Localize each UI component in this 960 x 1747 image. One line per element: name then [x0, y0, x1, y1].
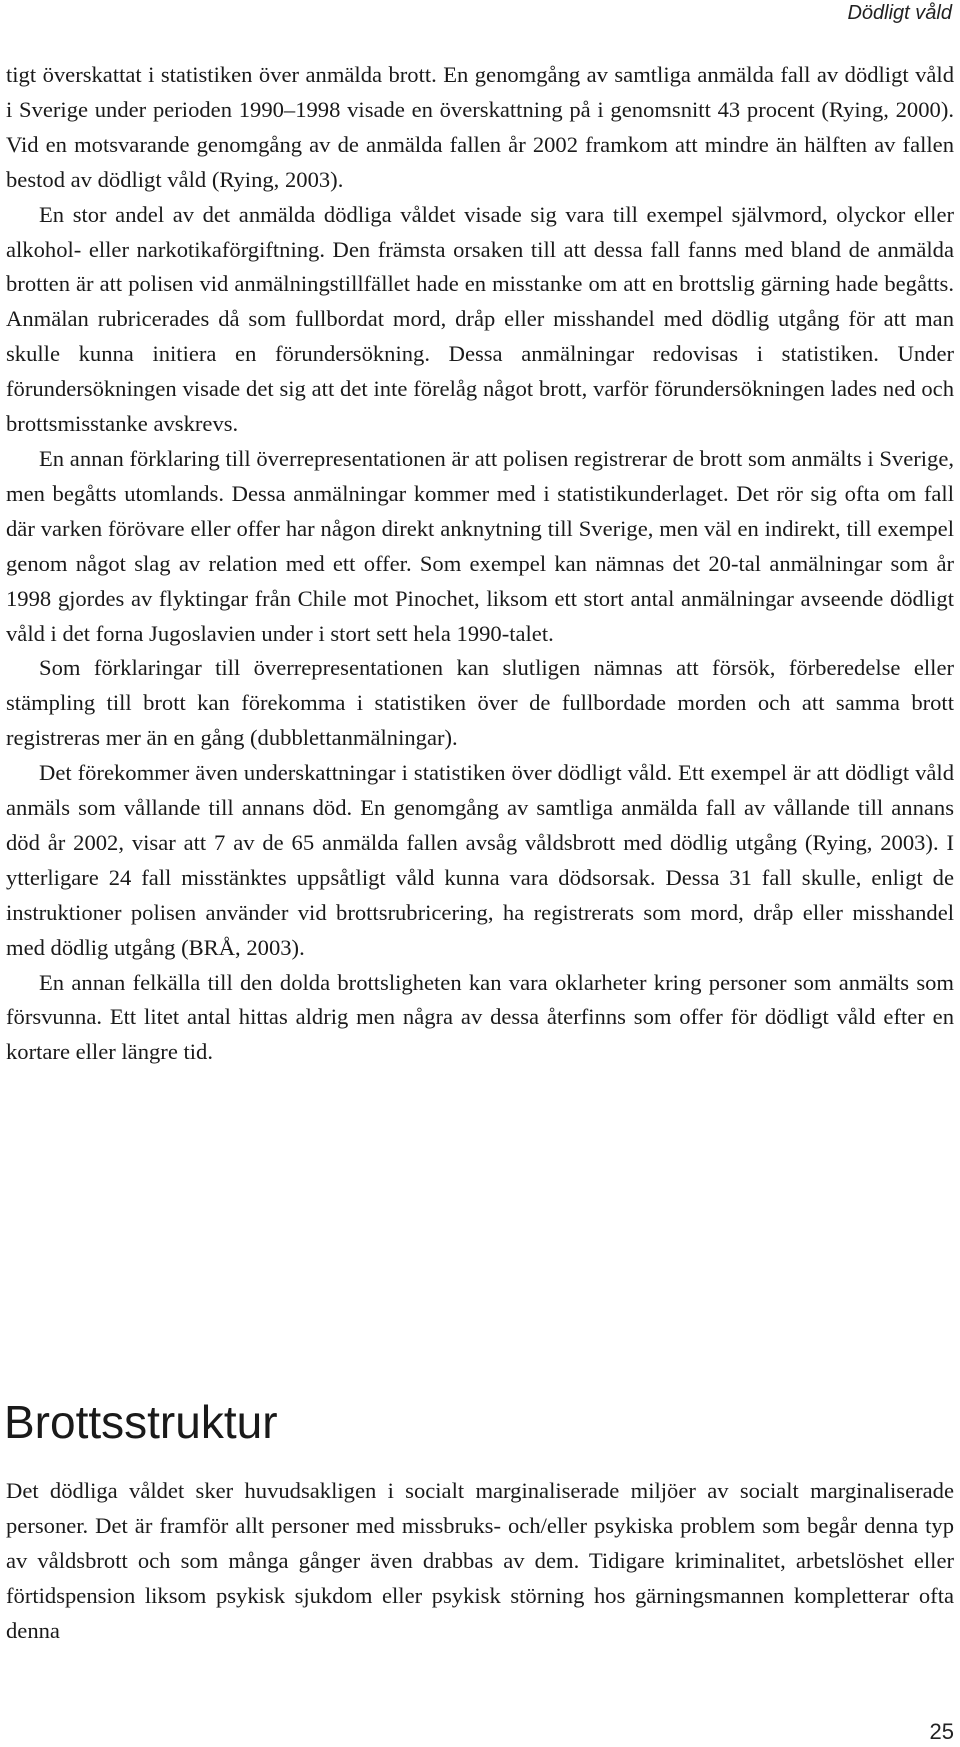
- paragraph: Som förklaringar till överrepresentationen kan slutligen nämnas att försök, förberedelse eller stämpling till brott kan förekomma i statistiken över de fullbordade morden och att samma brott registreras mer än en gång (dubblettanmälningar).: [6, 655, 954, 751]
- paragraph: En stor andel av det anmälda dödliga våldet visade sig vara till exempel självmord, olyckor eller alkohol- eller narkotikaförgiftning. Den främsta orsaken till att dessa fall fanns med bland de anmälda brotten är att polisen vid anmälningstillfället hade en misstanke om att en brottslig gärning hade begåtts. Anmälan rubricerades då som fullbordat mord, dråp eller misshandel med dödlig utgång för att man skulle kunna initiera en förundersökning. Dessa anmälningar redovisas i statistiken. Under förundersökningen visade det sig att det inte förelåg något brott, varför förundersökningen lades ned och brottsmisstanke avskrevs.: [6, 201, 954, 437]
- page-number: 25: [929, 1719, 954, 1744]
- paragraph: En annan förklaring till överrepresentationen är att polisen registrerar de brott som anmälts i Sverige, men begåtts utomlands. Dessa anmälningar kommer med i statistikunderlaget. Det rör sig ofta om fall där varken förövare eller offer har någon direkt anknytning till Sverige, men väl en indirekt, till exempel genom något slag av relation med ett offer. Som exempel kan nämnas det 20-tal anmälningar som år 1998 gjordes av flyktingar från Chile mot Pinochet, liksom ett stort antal anmälningar avseende dödligt våld i det forna Jugoslavien under i stort sett hela 1990-talet.: [6, 445, 954, 646]
- paragraph: Det förekommer även underskattningar i statistiken över dödligt våld. Ett exempel är att dödligt våld anmäls som vållande till annans död. En genomgång av samtliga anmälda fall av vållande till annans död år 2002, visar att 7 av de 65 anmälda fallen avsåg våldsbrott med dödlig utgång (Rying, 2003). I ytterligare 24 fall misstänktes uppsåtligt våld kunna vara dödsorsak. Dessa 31 fall skulle, enligt de instruktioner polisen använder vid brottsrubricering, ha registrerats som mord, dråp eller misshandel med dödlig utgång (BRÅ, 2003).: [6, 760, 954, 960]
- body-text: [6, 58, 954, 1070]
- section-body-text: [6, 1474, 954, 1649]
- paragraph: tigt överskattat i statistiken över anmälda brott. En genomgång av samtliga anmälda fall av dödligt våld i Sverige under perioden 1990–1998 visade en överskattning på i genomsnitt 43 procent (Rying, 2000). Vid en motsvarande genomgång av de anmälda fallen år 2002 framkom att mindre än hälften av fallen bestod av dödligt våld (Rying, 2003).: [6, 62, 954, 192]
- section-heading: Brottsstruktur: [4, 1396, 278, 1448]
- paragraph: En annan felkälla till den dolda brottsligheten kan vara oklarheter kring personer som anmälts som försvunna. Ett litet antal hittas aldrig men några av dessa återfinns som offer för dödligt våld efter en kortare eller längre tid.: [6, 969, 954, 1065]
- paragraph: Det dödliga våldet sker huvudsakligen i socialt marginaliserade miljöer av socialt marginaliserade personer. Det är framför allt personer med missbruks- och/eller psykiska problem som begår denna typ av våldsbrott och som många gånger även drabbas av dem. Tidigare kriminalitet, arbetslöshet eller förtidspension liksom psykisk sjukdom eller psykisk störning hos gärningsmannen kompletterar ofta denna: [6, 1478, 954, 1643]
- running-header: Dödligt våld: [847, 2, 952, 24]
